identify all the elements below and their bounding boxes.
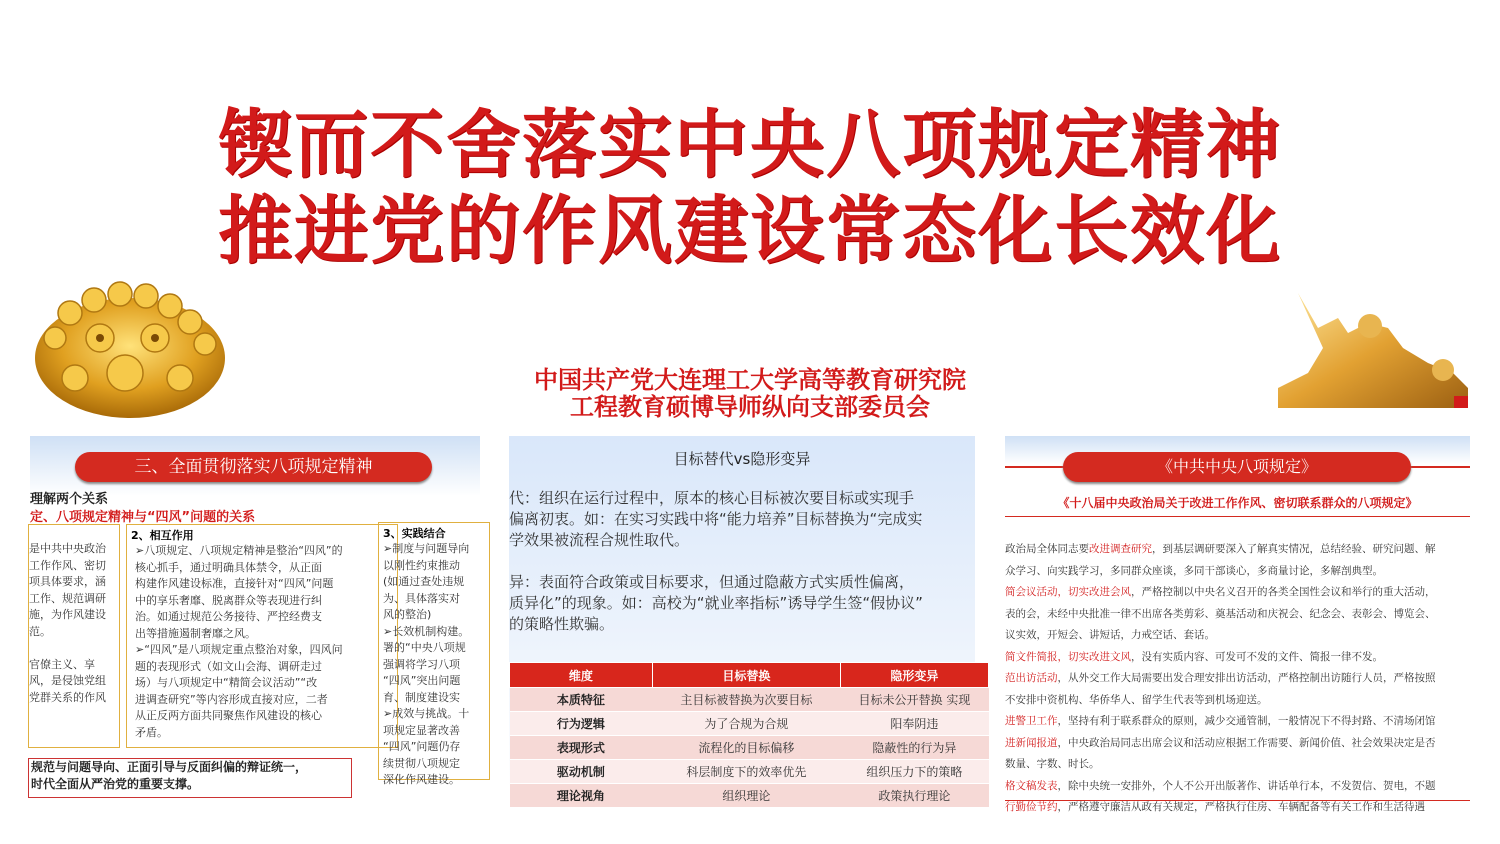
regulation-text: ，到基层调研要深入了解真实情况，总结经验、研究问题、解 [1152, 543, 1436, 555]
regulation-line [1005, 692, 1268, 707]
text-line: 工作、规范调研 [29, 591, 106, 605]
text-line: 是中共中央政治 [29, 542, 106, 555]
slide-panel-relations [30, 436, 480, 796]
text-line: ➢制度与问题导向 [383, 542, 470, 555]
text-line: 风，是侵蚀党组 [29, 674, 106, 687]
paragraph-line: 偏离初衷。如：在实习实践中将“能力培养”目标替换为“完成实 [509, 510, 923, 528]
text-line: ➢成效与挑战。十 [383, 707, 470, 720]
panel1-right-box [378, 522, 490, 786]
slide-panel-eight-regulations [1005, 436, 1470, 813]
table-row [510, 712, 989, 736]
slide-panel-goal-displacement [509, 436, 975, 803]
text-line: 项规定显著改善 [383, 723, 460, 737]
panel1-subhead: 理解两个关系 [30, 492, 109, 507]
panel1-subhead-red: 定、八项规定精神与“四风”问题的关系 [30, 510, 256, 525]
table-row [510, 784, 989, 808]
table-cell: 隐蔽性的行为异 [840, 736, 988, 760]
table-row [510, 760, 989, 784]
text-line: 深化作风建设。 [383, 773, 460, 786]
regulation-keyword: 简文件简报，切实改进文风 [1005, 650, 1131, 663]
table-cell: 行为逻辑 [510, 712, 653, 736]
panel1-mid-title: 2、相互作用 [131, 529, 194, 542]
text-line: 进调查研究”等内容形成直接对应，二者 [135, 692, 328, 706]
panel1-mid-text [127, 543, 397, 741]
text-line: 范。 [29, 624, 51, 638]
text-line: 署的“中央八项规 [383, 641, 466, 654]
panel1-right-text [379, 541, 489, 789]
text-line: 风的整治) [383, 608, 432, 621]
text-line: 强调将学习八项 [383, 657, 460, 671]
paragraph-line: 质异化”的现象。如：高校为“就业率指标”诱导学生签“假协议” [509, 594, 923, 612]
paragraph-line: 学效果被流程合规性取代。 [509, 531, 690, 549]
text-line: 矛盾。 [135, 725, 168, 739]
text-line: 为、具体落实对 [383, 591, 460, 605]
organization-line-1: 中国共产党大连理工大学高等教育研究院 [534, 366, 966, 394]
regulation-keyword: 改进调查研究 [1089, 543, 1152, 555]
regulation-text: ，从外交工作大局需要出发合理安排出访活动，严格控制出访随行人员，严格按照 [1057, 672, 1436, 684]
panel1-mid-box [126, 524, 398, 748]
table-cell: 组织理论 [652, 784, 840, 808]
regulation-text: 不安排中资机构、华侨华人、留学生代表等到机场迎送。 [1005, 693, 1268, 706]
paragraph-line: 代：组织在运行过程中，原本的核心目标被次要目标或实现手 [509, 489, 915, 507]
text-line: 施，为作风建设 [29, 608, 106, 621]
regulation-line [1005, 627, 1215, 642]
panel3-bottom-rule [1005, 800, 1470, 801]
table-cell: 表现形式 [510, 736, 653, 760]
regulation-line [1005, 713, 1436, 728]
table-header-row [510, 663, 989, 688]
table-cell: 理论视角 [510, 784, 653, 808]
table-cell: 为了合规为合规 [652, 712, 840, 736]
regulation-line [1005, 756, 1100, 771]
regulation-line [1005, 778, 1436, 793]
text-line: 治。如通过规范公务接待、严控经费支 [135, 610, 322, 623]
regulation-keyword: 进新闻报道 [1005, 736, 1058, 749]
text-line: 题的表现形式（如文山会海、调研走过 [135, 659, 322, 673]
table-cell: 科层制度下的效率优先 [652, 760, 840, 784]
regulation-line [1005, 735, 1436, 750]
table-header-cell: 隐形变异 [840, 663, 988, 688]
panel1-heading: 三、全面贯彻落实八项规定精神 [75, 452, 432, 482]
text-line: “四风”问题仍存 [383, 740, 461, 753]
regulation-text: ，没有实质内容、可发可不发的文件、简报一律不发。 [1131, 650, 1383, 663]
regulation-keyword: 简会议活动，切实改进会风 [1005, 586, 1131, 598]
text-line: (如通过查处违规 [383, 575, 465, 588]
regulation-text: ，中央政治局同志出席会议和活动应根据工作需要、新闻价值、社会效果决定是否 [1057, 736, 1436, 749]
regulation-line [1005, 541, 1436, 556]
regulation-text: 众学习、向实践学习，多同群众座谈，多同干部谈心，多商量讨论，多解剖典型。 [1005, 564, 1383, 577]
panel1-right-title: 3、实践结合 [383, 527, 446, 540]
paragraph-line: 的策略性欺骗。 [509, 615, 615, 633]
regulation-line [1005, 670, 1436, 685]
paragraph-line: 异：表面符合政策或目标要求，但通过隐蔽方式实质性偏离， [509, 573, 915, 591]
text-line: 从正反两方面共同聚焦作风建设的核心 [135, 709, 322, 722]
panel1-left-text [29, 525, 119, 706]
text-line: ➢八项规定、八项规定精神是整治“四风”的 [135, 544, 343, 557]
regulation-text: 政治局全体同志要 [1005, 543, 1089, 555]
table-row [510, 736, 989, 760]
panel1-summary-box [28, 758, 352, 798]
regulation-text: 表的会，未经中央批准一律不出席各类剪彩、奠基活动和庆祝会、纪念会、表彰会、博览会、 [1005, 607, 1436, 620]
table-cell: 政策执行理论 [840, 784, 988, 808]
panel2-para1 [509, 488, 922, 551]
table-cell: 阳奉阴违 [840, 712, 988, 736]
table-cell: 目标未公开替换 实现 [840, 688, 988, 712]
regulation-line [1005, 563, 1383, 578]
table-cell: 驱动机制 [510, 760, 653, 784]
main-title-line-1: 锲而不舍落实中央八项规定精神 [218, 102, 1282, 188]
organization-line-2: 工程教育硕博导师纵向支部委员会 [570, 393, 930, 421]
regulation-text: 议实效，开短会、讲短话，力戒空话、套话。 [1005, 629, 1215, 641]
regulation-text: 数量、字数、时长。 [1005, 758, 1100, 770]
text-line: 出等措施遏制奢靡之风。 [135, 626, 256, 640]
regulation-text: ，坚持有利于联系群众的原则，减少交通管制，一般情况下不得封路、不清场闭馆 [1057, 715, 1436, 727]
table-header-cell: 目标替换 [652, 663, 840, 688]
regulation-line [1005, 799, 1425, 814]
regulation-keyword: 格文稿发表 [1005, 779, 1058, 792]
table-cell: 组织压力下的策略 [840, 760, 988, 784]
regulation-line [1005, 584, 1436, 599]
regulation-keyword: 行勤俭节约 [1005, 801, 1058, 813]
comparison-table [509, 662, 989, 808]
text-line: 中的享乐奢靡、脱离群众等表现进行纠 [135, 593, 322, 607]
regulation-text: ，严格控制以中央名义召开的各类全国性会议和举行的重大活动， [1131, 586, 1436, 598]
table-row [510, 688, 989, 712]
table-header-cell: 维度 [510, 663, 653, 688]
text-line: 核心抓手，通过明确具体禁令，从正面 [135, 560, 322, 574]
text-line: 构建作风建设标准，直接针对“四风”问题 [135, 577, 334, 590]
text-line: 党群关系的作风 [29, 690, 106, 704]
table-cell: 主目标被替换为次要目标 [652, 688, 840, 712]
panel3-subheading: 《十八届中央政治局关于改进工作作风、密切联系群众的八项规定》 [1057, 496, 1418, 510]
text-line: 工作作风、密切 [29, 558, 106, 572]
text-line [29, 640, 119, 657]
text-line: 场）与八项规定中“精简会议活动”“改 [135, 676, 318, 689]
panel1-summary-line-1: 规范与问题导向、正面引导与反面纠偏的辩证统一， [31, 760, 308, 774]
text-line: 以刚性约束推动 [383, 558, 460, 572]
regulation-line [1005, 649, 1383, 664]
text-line: 官僚主义、享 [29, 657, 95, 671]
table-cell: 流程化的目标偏移 [652, 736, 840, 760]
text-line: “四风”突出问题 [383, 674, 461, 687]
regulation-keyword: 进警卫工作 [1005, 715, 1058, 727]
text-line: 项具体要求，涵 [29, 575, 106, 588]
text-line: ➢长效机制构建。 [383, 624, 470, 638]
text-line: ➢“四风”是八项规定重点整治对象，四风问 [135, 643, 343, 656]
regulation-keyword: 范出访活动 [1005, 672, 1058, 684]
panel3-divider-2 [1005, 516, 1470, 517]
main-title-line-2: 推进党的作风建设常态化长效化 [218, 188, 1282, 274]
panel3-heading: 《中共中央八项规定》 [1063, 452, 1411, 482]
regulation-text: ，除中央统一安排外，个人不公开出版著作、讲话单行本，不发贺信、贺电，不题 [1057, 779, 1436, 792]
regulation-line [1005, 606, 1436, 621]
text-line: 续贯彻八项规定 [383, 756, 460, 770]
panel1-summary-line-2: 时代全面从严治党的重要支撑。 [31, 777, 200, 791]
table-cell: 本质特征 [510, 688, 653, 712]
panel2-heading: 目标替代vs隐形变异 [673, 450, 811, 468]
panel1-left-box [28, 524, 120, 748]
text-line: 育、制度建设实 [383, 690, 460, 704]
regulation-text: ，严格遵守廉洁从政有关规定，严格执行住房、车辆配备等有关工作和生活待遇 [1057, 801, 1425, 813]
panel2-para2 [509, 572, 923, 635]
